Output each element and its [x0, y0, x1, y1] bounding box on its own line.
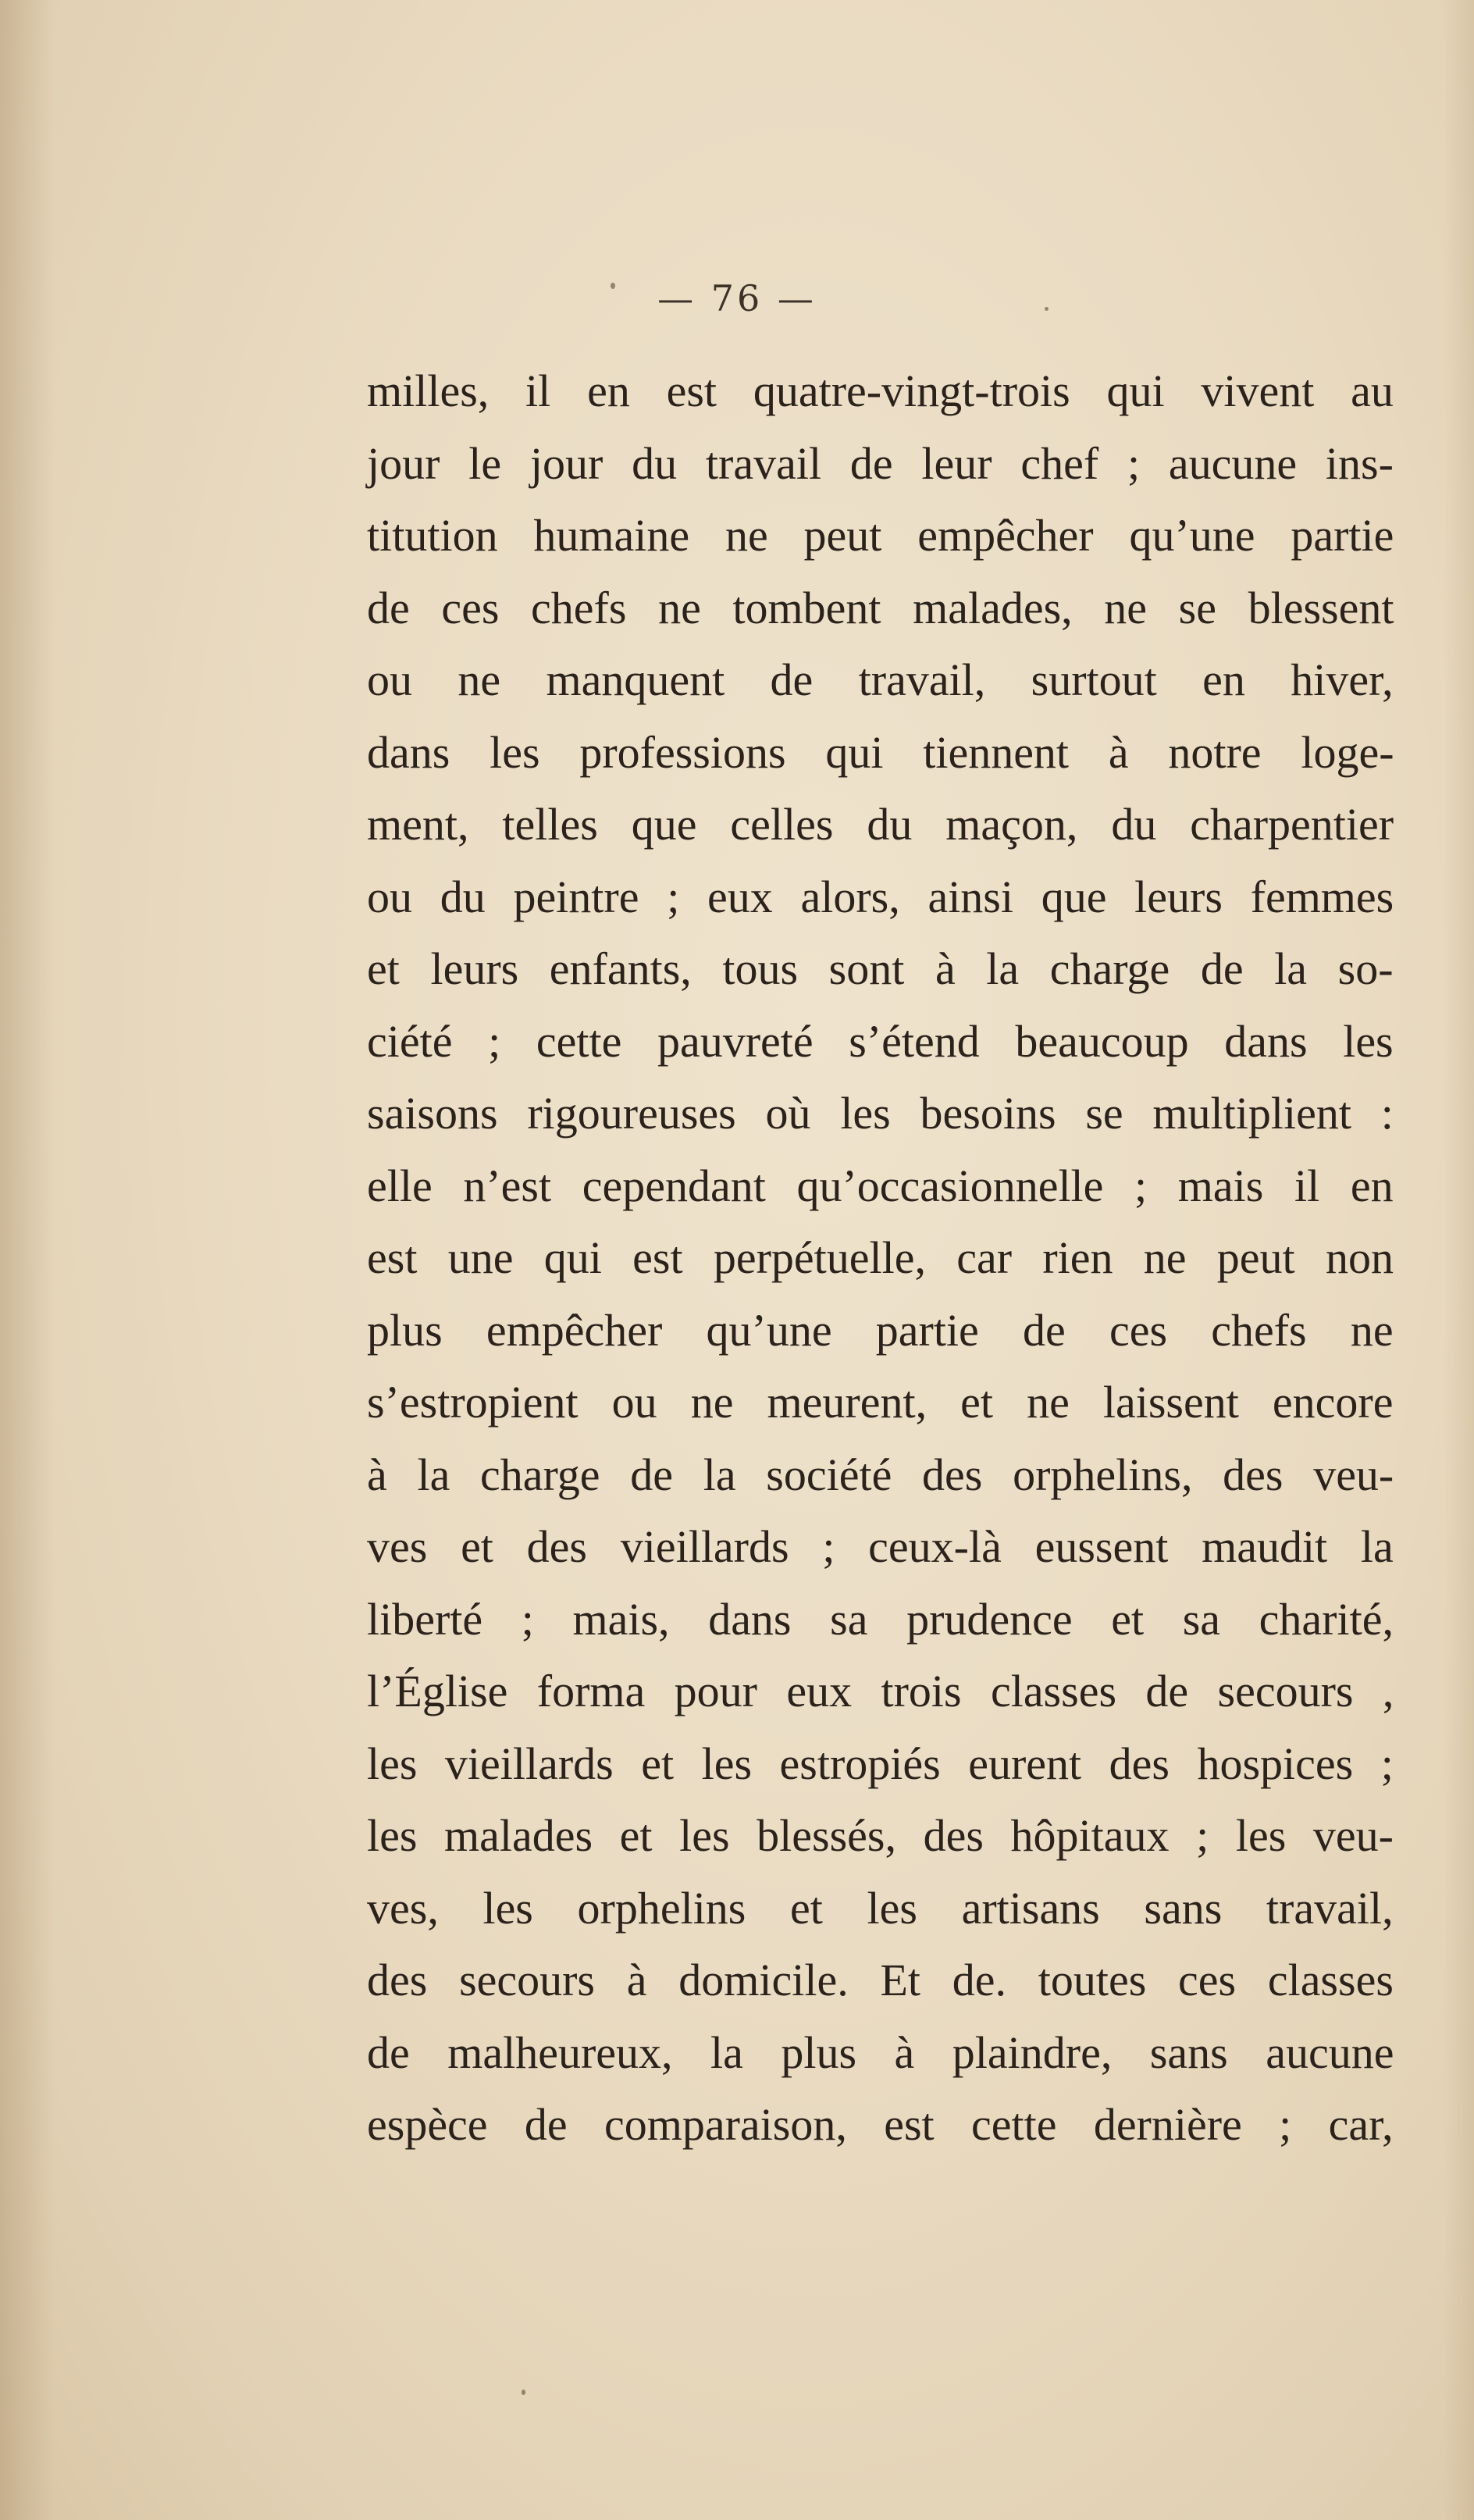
text-line: à la charge de la société des orphelins, des veu- [367, 1449, 1394, 1500]
text-line: et leurs enfants, tous sont à la charge de la so- [367, 943, 1394, 994]
text-line: jour le jour du travail de leur chef ; aucune ins- [367, 437, 1394, 489]
text-line: plus empêcher qu’une partie de ces chefs ne [367, 1304, 1394, 1356]
text-line: espèce de comparaison, est cette dernière ; car, [367, 2099, 1394, 2150]
text-line: ciété ; cette pauvreté s’étend beaucoup dans les [367, 1015, 1394, 1067]
text-line: liberté ; mais, dans sa prudence et sa charité, [367, 1593, 1394, 1645]
text-line: est une qui est perpétuelle, car rien ne peut non [367, 1232, 1394, 1283]
text-line: titution humaine ne peut empêcher qu’une partie [367, 510, 1394, 561]
text-line: s’estropient ou ne meurent, et ne laissent encore [367, 1377, 1394, 1428]
body-text [367, 355, 1394, 2162]
ink-speck [522, 2390, 525, 2395]
text-line: milles, il en est quatre-vingt-trois qui vivent au [367, 365, 1394, 416]
text-line: ves, les orphelins et les artisans sans travail, [367, 1882, 1394, 1934]
text-line: l’Église forma pour eux trois classes de secours , [367, 1666, 1394, 1716]
text-line: ves et des vieillards ; ceux-là eussent maudit la [367, 1521, 1394, 1572]
text-line: les malades et les blessés, des hôpitaux ; les veu- [367, 1810, 1394, 1861]
text-line: elle n’est cependant qu’occasionnelle ; mais il en [367, 1160, 1394, 1211]
text-line: de ces chefs ne tombent malades, ne se blessent [367, 582, 1394, 633]
text-line: de malheureux, la plus à plaindre, sans aucune [367, 2026, 1394, 2078]
text-line: ou ne manquent de travail, surtout en hiver, [367, 654, 1394, 705]
text-line: saisons rigoureuses où les besoins se multiplient : [367, 1088, 1394, 1139]
text-line: les vieillards et les estropiés eurent des hospices ; [367, 1738, 1394, 1789]
text-line: des secours à domicile. Et de. toutes ces classes [367, 1955, 1394, 2005]
text-line: dans les professions qui tiennent à notre loge- [367, 726, 1394, 778]
page-number: — 76 — [657, 277, 817, 319]
text-line: ou du peintre ; eux alors, ainsi que leurs femmes [367, 871, 1394, 922]
text-line: ment, telles que celles du maçon, du charpentier [367, 799, 1394, 850]
